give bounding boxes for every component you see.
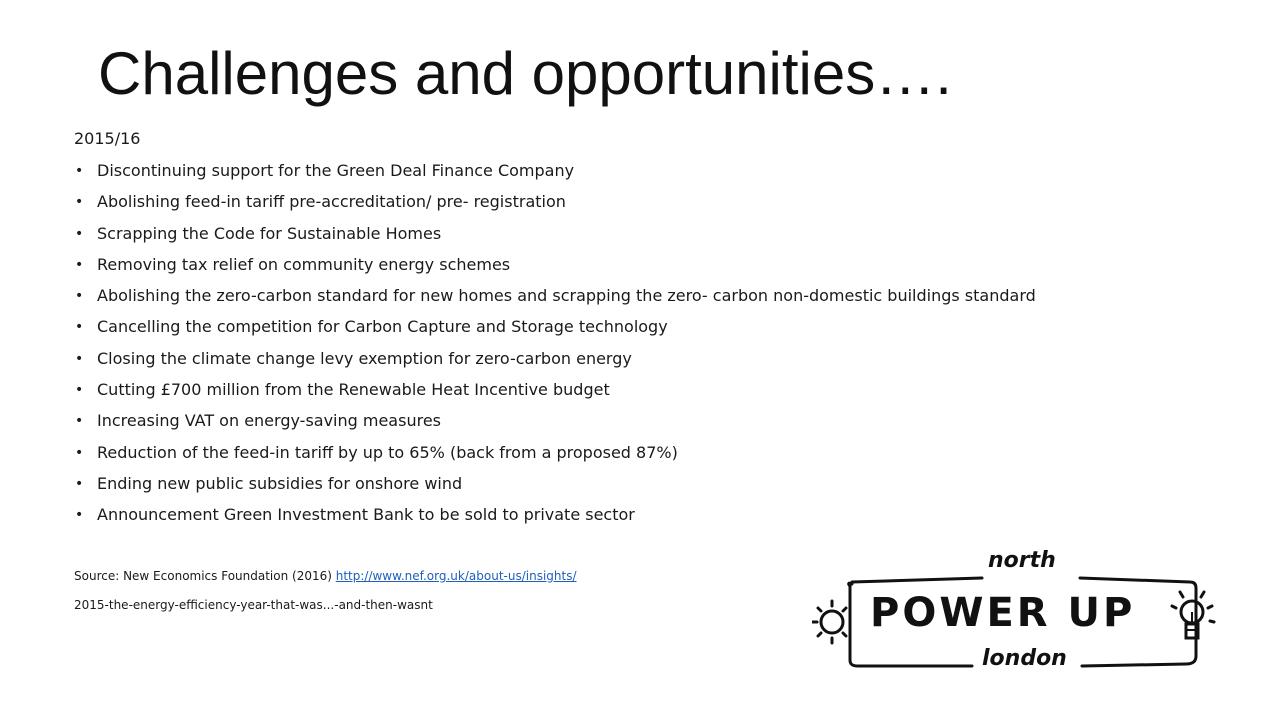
bullet-text: Closing the climate change levy exemption for zero-carbon energy [97, 348, 632, 368]
bullet-icon: • [75, 382, 84, 399]
list-item [74, 345, 1036, 376]
list-item [74, 439, 1036, 470]
sun-icon [812, 601, 846, 643]
bullet-icon: • [75, 350, 84, 367]
bullet-text: Reduction of the feed-in tariff by up to 65% (back from a proposed 87%) [97, 442, 678, 462]
year-label: 2015/16 [74, 129, 141, 148]
bullet-icon: • [75, 256, 84, 273]
source-citation [74, 569, 577, 583]
bullet-icon: • [75, 413, 84, 430]
source-continuation: 2015-the-energy-efficiency-year-that-was...-and-then-wasnt [74, 598, 433, 612]
bullet-text: Announcement Green Investment Bank to be sold to private sector [97, 505, 635, 525]
bullet-text: Cutting £700 million from the Renewable Heat Incentive budget [97, 380, 610, 400]
bullet-text: Removing tax relief on community energy schemes [97, 254, 511, 274]
bullet-text: Abolishing the zero-carbon standard for new homes and scrapping the zero- carbon non-domestic buildings standard [97, 286, 1036, 306]
logo-word-north: north [988, 548, 1056, 573]
slide-title: Challenges and opportunities…. [98, 40, 952, 107]
bullet-text: Ending new public subsidies for onshore wind [97, 473, 463, 493]
bullet-text: Discontinuing support for the Green Deal Finance Company [97, 161, 575, 180]
bullet-text: Scrapping the Code for Sustainable Homes [97, 223, 442, 243]
bullet-icon: • [75, 225, 84, 242]
source-link[interactable]: http://www.nef.org.uk/about-us/insights/ [335, 569, 577, 583]
list-item [74, 501, 1036, 532]
list-item [74, 282, 1036, 313]
list-item [74, 470, 1036, 501]
list-item [74, 188, 1036, 219]
list-item [74, 376, 1036, 407]
lightbulb-icon [1172, 592, 1214, 638]
bullet-icon: • [75, 475, 84, 492]
policy-bullet-list [74, 157, 1036, 533]
list-item [74, 251, 1036, 282]
power-up-logo [812, 548, 1232, 680]
bullet-icon: • [75, 194, 84, 211]
bullet-icon: • [75, 444, 84, 461]
bullet-text: Abolishing feed-in tariff pre-accreditation/ pre- registration [97, 192, 566, 212]
source-prefix: Source: New Economics Foundation (2016) [74, 569, 336, 583]
list-item [74, 313, 1036, 344]
bullet-text: Cancelling the competition for Carbon Capture and Storage technology [97, 317, 668, 337]
bullet-icon: • [75, 288, 84, 305]
bullet-icon: • [75, 319, 84, 336]
list-item [74, 220, 1036, 251]
list-item [74, 157, 1036, 188]
bullet-icon: • [75, 507, 84, 524]
bullet-text: Increasing VAT on energy-saving measures [97, 411, 441, 431]
logo-word-london: london [982, 646, 1067, 671]
list-item [74, 407, 1036, 438]
bullet-icon: • [75, 163, 84, 179]
logo-main-text: POWER UP [870, 590, 1136, 636]
